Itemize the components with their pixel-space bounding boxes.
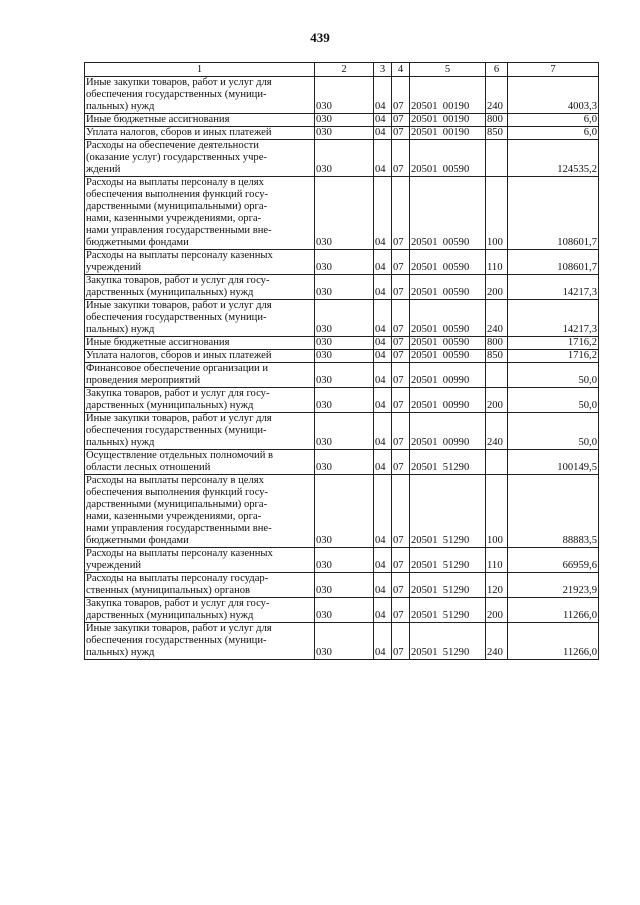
subsection-code-cell: 07 (392, 114, 410, 127)
target-item-cell: 20501 51290 (410, 598, 486, 623)
expense-name-cell: Иные бюджетные ассигнования (85, 337, 315, 350)
expense-name-cell: Иные бюджетные ассигнования (85, 114, 315, 127)
header-row (85, 63, 599, 77)
page-number: 439 (310, 30, 330, 45)
subsection-code-cell: 07 (392, 598, 410, 623)
target-item-cell: 20501 00590 (410, 275, 486, 300)
subsection-code-cell: 07 (392, 77, 410, 114)
amount-cell: 50,0 (508, 363, 599, 388)
ministry-code-cell: 030 (315, 598, 374, 623)
expense-name-cell: Иные закупки товаров, работ и услуг для обеспечения государственных (муници- пальных) нужд (85, 77, 315, 114)
ministry-code-cell: 030 (315, 388, 374, 413)
target-item-cell: 20501 00590 (410, 177, 486, 250)
section-code-cell: 04 (374, 177, 392, 250)
amount-cell: 11266,0 (508, 623, 599, 660)
amount-cell: 100149,5 (508, 450, 599, 475)
amount-cell: 6,0 (508, 114, 599, 127)
table-row (85, 77, 599, 114)
target-item-cell: 20501 51290 (410, 475, 486, 548)
expense-name-cell: Расходы на обеспечение деятельности (оказание услуг) государственных учре- ждений (85, 140, 315, 177)
section-code-cell: 04 (374, 475, 392, 548)
table-row (85, 623, 599, 660)
amount-cell: 14217,3 (508, 300, 599, 337)
section-code-cell: 04 (374, 363, 392, 388)
expense-name-cell: Закупка товаров, работ и услуг для госу- дарственных (муниципальных) нужд (85, 388, 315, 413)
expense-type-cell: 240 (486, 413, 508, 450)
section-code-cell: 04 (374, 350, 392, 363)
expense-type-cell: 240 (486, 300, 508, 337)
expense-name-cell: Осуществление отдельных полномочий в области лесных отношений (85, 450, 315, 475)
ministry-code-cell: 030 (315, 275, 374, 300)
table-row (85, 548, 599, 573)
expense-type-cell: 850 (486, 127, 508, 140)
amount-cell: 88883,5 (508, 475, 599, 548)
target-item-cell: 20501 00990 (410, 363, 486, 388)
subsection-code-cell: 07 (392, 337, 410, 350)
amount-cell: 1716,2 (508, 337, 599, 350)
table-row (85, 573, 599, 598)
amount-cell: 4003,3 (508, 77, 599, 114)
section-code-cell: 04 (374, 337, 392, 350)
expense-type-cell: 110 (486, 250, 508, 275)
expense-type-cell: 200 (486, 388, 508, 413)
expense-type-cell: 100 (486, 475, 508, 548)
expense-name-cell: Уплата налогов, сборов и иных платежей (85, 350, 315, 363)
section-code-cell: 04 (374, 300, 392, 337)
subsection-code-cell: 07 (392, 388, 410, 413)
subsection-code-cell: 07 (392, 548, 410, 573)
expense-name-cell: Расходы на выплаты персоналу государ- ственных (муниципальных) органов (85, 573, 315, 598)
ministry-code-cell: 030 (315, 548, 374, 573)
table-row (85, 598, 599, 623)
section-code-cell: 04 (374, 598, 392, 623)
ministry-code-cell: 030 (315, 623, 374, 660)
amount-cell: 124535,2 (508, 140, 599, 177)
ministry-code-cell: 030 (315, 177, 374, 250)
section-code-cell: 04 (374, 413, 392, 450)
target-item-cell: 20501 00190 (410, 127, 486, 140)
amount-cell: 108601,7 (508, 177, 599, 250)
section-code-cell: 04 (374, 573, 392, 598)
subsection-code-cell: 07 (392, 623, 410, 660)
ministry-code-cell: 030 (315, 127, 374, 140)
table-row (85, 250, 599, 275)
target-item-cell: 20501 00990 (410, 413, 486, 450)
subsection-code-cell: 07 (392, 250, 410, 275)
ministry-code-cell: 030 (315, 475, 374, 548)
subsection-code-cell: 07 (392, 275, 410, 300)
column-header: 2 (315, 63, 374, 77)
subsection-code-cell: 07 (392, 300, 410, 337)
table-row (85, 475, 599, 548)
subsection-code-cell: 07 (392, 413, 410, 450)
column-header: 5 (410, 63, 486, 77)
expense-type-cell: 200 (486, 598, 508, 623)
expense-type-cell (486, 140, 508, 177)
table-row (85, 413, 599, 450)
subsection-code-cell: 07 (392, 450, 410, 475)
ministry-code-cell: 030 (315, 350, 374, 363)
table-row (85, 450, 599, 475)
section-code-cell: 04 (374, 250, 392, 275)
column-header: 7 (508, 63, 599, 77)
expense-type-cell: 120 (486, 573, 508, 598)
expense-name-cell: Расходы на выплаты персоналу в целях обеспечения выполнения функций госу- дарственными (муниципальными) орга- нами, казенными учреждениями, орга- нами управления государственными вне- бюджетными фондами (85, 177, 315, 250)
section-code-cell: 04 (374, 140, 392, 177)
expense-type-cell: 240 (486, 77, 508, 114)
subsection-code-cell: 07 (392, 127, 410, 140)
ministry-code-cell: 030 (315, 363, 374, 388)
column-header: 3 (374, 63, 392, 77)
table-row (85, 350, 599, 363)
section-code-cell: 04 (374, 275, 392, 300)
target-item-cell: 20501 51290 (410, 573, 486, 598)
table-row (85, 337, 599, 350)
section-code-cell: 04 (374, 388, 392, 413)
column-header: 6 (486, 63, 508, 77)
column-header: 4 (392, 63, 410, 77)
target-item-cell: 20501 51290 (410, 548, 486, 573)
amount-cell: 11266,0 (508, 598, 599, 623)
amount-cell: 14217,3 (508, 275, 599, 300)
expense-type-cell: 100 (486, 177, 508, 250)
ministry-code-cell: 030 (315, 114, 374, 127)
expense-name-cell: Закупка товаров, работ и услуг для госу- дарственных (муниципальных) нужд (85, 598, 315, 623)
target-item-cell: 20501 00990 (410, 388, 486, 413)
expense-name-cell: Иные закупки товаров, работ и услуг для обеспечения государственных (муници- пальных) нужд (85, 300, 315, 337)
expense-type-cell: 110 (486, 548, 508, 573)
expense-name-cell: Финансовое обеспечение организации и проведения мероприятий (85, 363, 315, 388)
amount-cell: 1716,2 (508, 350, 599, 363)
section-code-cell: 04 (374, 77, 392, 114)
ministry-code-cell: 030 (315, 573, 374, 598)
ministry-code-cell: 030 (315, 450, 374, 475)
target-item-cell: 20501 00590 (410, 140, 486, 177)
budget-table (84, 62, 599, 660)
ministry-code-cell: 030 (315, 140, 374, 177)
expense-type-cell (486, 363, 508, 388)
expense-type-cell: 800 (486, 337, 508, 350)
table-row (85, 300, 599, 337)
target-item-cell: 20501 51290 (410, 450, 486, 475)
table-row (85, 388, 599, 413)
amount-cell: 108601,7 (508, 250, 599, 275)
table-row (85, 127, 599, 140)
expense-name-cell: Расходы на выплаты персоналу в целях обеспечения выполнения функций госу- дарственными (муниципальными) орга- нами, казенными учреждениями, орга- нами управления государственными вне- бюджетными фондами (85, 475, 315, 548)
expense-type-cell: 800 (486, 114, 508, 127)
table-row (85, 177, 599, 250)
amount-cell: 21923,9 (508, 573, 599, 598)
amount-cell: 50,0 (508, 413, 599, 450)
table-row (85, 363, 599, 388)
expense-name-cell: Иные закупки товаров, работ и услуг для обеспечения государственных (муници- пальных) нужд (85, 413, 315, 450)
amount-cell: 66959,6 (508, 548, 599, 573)
subsection-code-cell: 07 (392, 350, 410, 363)
ministry-code-cell: 030 (315, 250, 374, 275)
table-row (85, 114, 599, 127)
section-code-cell: 04 (374, 127, 392, 140)
expense-type-cell (486, 450, 508, 475)
subsection-code-cell: 07 (392, 363, 410, 388)
target-item-cell: 20501 00590 (410, 337, 486, 350)
expense-name-cell: Расходы на выплаты персоналу казенных учреждений (85, 548, 315, 573)
target-item-cell: 20501 00590 (410, 300, 486, 337)
table-row (85, 275, 599, 300)
subsection-code-cell: 07 (392, 475, 410, 548)
ministry-code-cell: 030 (315, 337, 374, 350)
subsection-code-cell: 07 (392, 573, 410, 598)
subsection-code-cell: 07 (392, 177, 410, 250)
section-code-cell: 04 (374, 114, 392, 127)
target-item-cell: 20501 51290 (410, 623, 486, 660)
target-item-cell: 20501 00190 (410, 114, 486, 127)
ministry-code-cell: 030 (315, 300, 374, 337)
expense-name-cell: Иные закупки товаров, работ и услуг для обеспечения государственных (муници- пальных) нужд (85, 623, 315, 660)
expense-type-cell: 850 (486, 350, 508, 363)
target-item-cell: 20501 00590 (410, 250, 486, 275)
section-code-cell: 04 (374, 623, 392, 660)
ministry-code-cell: 030 (315, 413, 374, 450)
target-item-cell: 20501 00190 (410, 77, 486, 114)
expense-type-cell: 240 (486, 623, 508, 660)
column-header: 1 (85, 63, 315, 77)
section-code-cell: 04 (374, 450, 392, 475)
ministry-code-cell: 030 (315, 77, 374, 114)
expense-name-cell: Расходы на выплаты персоналу казенных учреждений (85, 250, 315, 275)
amount-cell: 50,0 (508, 388, 599, 413)
subsection-code-cell: 07 (392, 140, 410, 177)
amount-cell: 6,0 (508, 127, 599, 140)
expense-name-cell: Закупка товаров, работ и услуг для госу- дарственных (муниципальных) нужд (85, 275, 315, 300)
table-row (85, 140, 599, 177)
target-item-cell: 20501 00590 (410, 350, 486, 363)
expense-type-cell: 200 (486, 275, 508, 300)
section-code-cell: 04 (374, 548, 392, 573)
expense-name-cell: Уплата налогов, сборов и иных платежей (85, 127, 315, 140)
